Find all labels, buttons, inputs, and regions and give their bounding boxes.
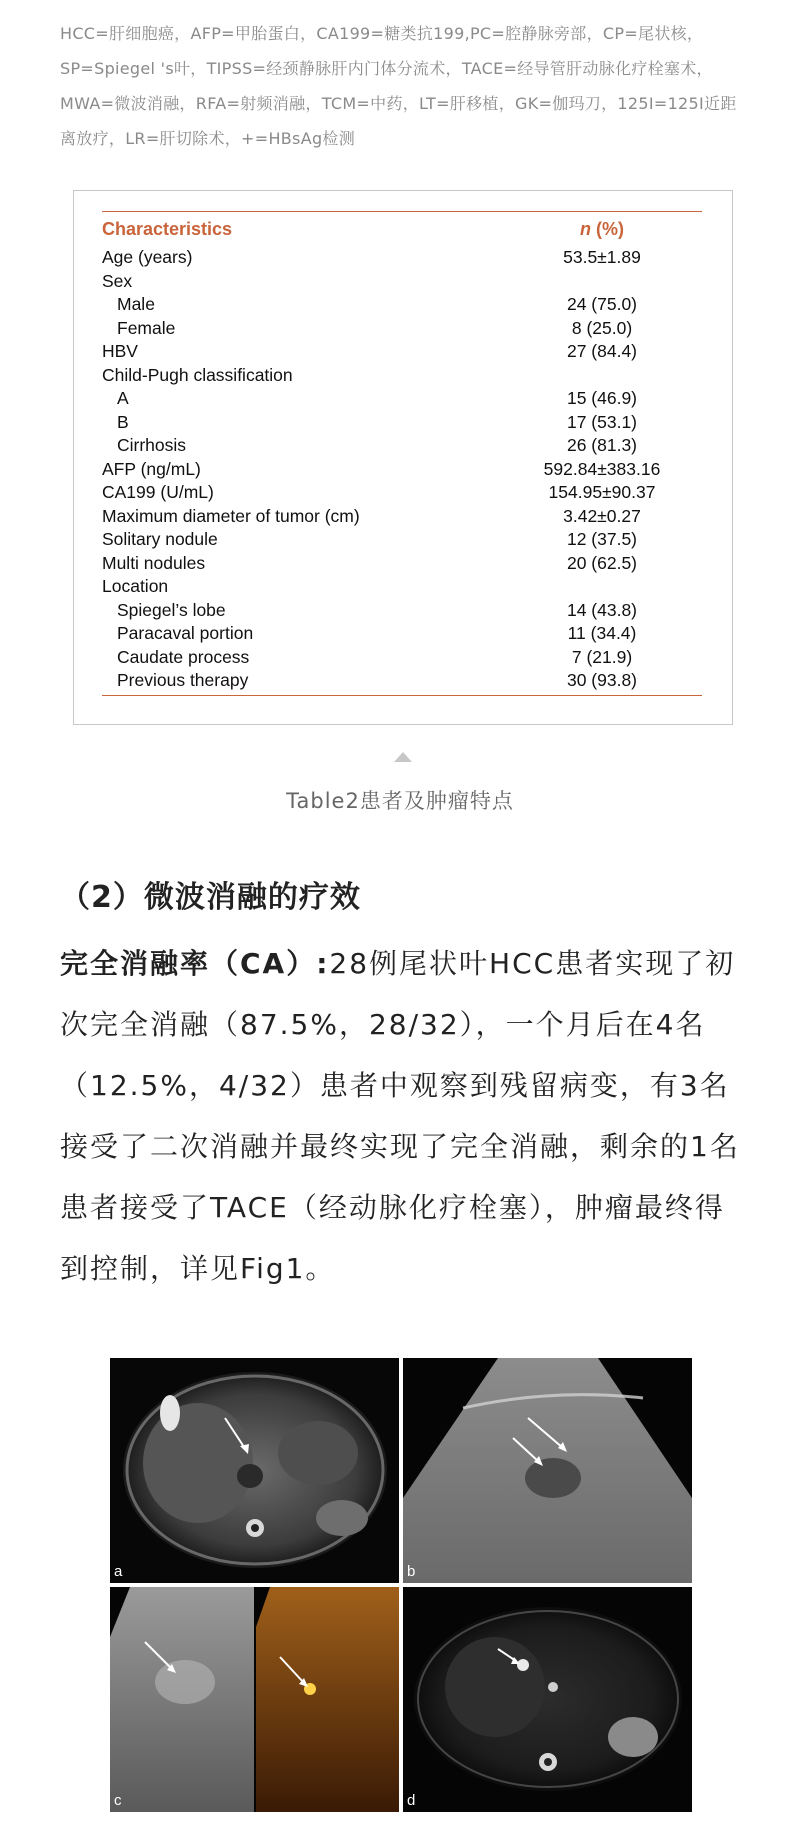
header-characteristics: Characteristics (102, 218, 233, 239)
table-body (102, 211, 702, 696)
row-label: Cirrhosis (117, 435, 187, 456)
row-value: 20 (62.5) (566, 552, 638, 573)
row-value: 30 (93.8) (566, 670, 638, 691)
row-value: 3.42±0.27 (563, 505, 641, 526)
table-row (102, 599, 702, 623)
caption-caret-icon (394, 752, 412, 762)
row-label: Solitary nodule (102, 529, 218, 550)
table-row (102, 505, 702, 529)
table-bottom-rule (102, 695, 702, 696)
figure-1 (110, 1358, 696, 1814)
table-row (102, 575, 702, 599)
row-label: Maximum diameter of tumor (cm) (102, 505, 360, 526)
row-label: Caudate process (117, 646, 250, 667)
mri-image-d (403, 1587, 692, 1812)
row-value: 11 (34.4) (567, 623, 637, 644)
figure-panel-d (403, 1587, 692, 1812)
row-label: Previous therapy (117, 670, 249, 691)
row-value: 15 (46.9) (566, 388, 638, 409)
row-value: 27 (84.4) (566, 341, 638, 362)
table-row (102, 340, 702, 364)
table-row (102, 293, 702, 317)
row-label: Location (102, 576, 169, 597)
row-label: Female (117, 317, 176, 338)
table-row (102, 434, 702, 458)
row-value: 8 (25.0) (571, 317, 633, 338)
row-label: HBV (102, 341, 138, 362)
abbreviation-notes: HCC=肝细胞癌，AFP=甲胎蛋白，CA199=糖类抗199,PC=腔静脉旁部，CP=尾状核，SP=Spiegel 's叶，TIPSS=经颈静脉肝内门体分流术，TACE=经导管肝动脉化疗栓塞术，MWA=微波消融，RFA=射频消融，TCM=中药，LT=肝移植，GK=伽玛刀，125I=125I近距离放疗，LR=肝切除术，+=HBsAg检测 (60, 24, 737, 148)
row-value: 26 (81.3) (566, 435, 638, 456)
paragraph-lead: 完全消融率（CA）: (60, 947, 330, 980)
figure-panel-b (403, 1358, 692, 1583)
row-label: Spiegel’s lobe (117, 599, 226, 620)
ultrasound-image-b (403, 1358, 692, 1583)
row-value: 17 (53.1) (566, 411, 638, 432)
row-label: CA199 (U/mL) (102, 482, 214, 503)
panel-label-d: d (407, 1792, 416, 1809)
row-label: Age (years) (102, 247, 193, 268)
figure-panel-c (110, 1587, 399, 1812)
row-value: 53.5±1.89 (563, 247, 641, 268)
panel-label-c: c (114, 1792, 122, 1809)
row-label: Male (117, 294, 155, 315)
section-title: （2）微波消融的疗效 (60, 880, 361, 915)
panel-label-a: a (114, 1563, 123, 1580)
table-row (102, 646, 702, 670)
table-row (102, 411, 702, 435)
row-label: B (117, 411, 129, 432)
row-value: 154.95±90.37 (548, 482, 656, 503)
table-row (102, 270, 702, 294)
table-row (102, 458, 702, 482)
row-label: Paracaval portion (117, 623, 254, 644)
table-row (102, 552, 702, 576)
figure-panel-a (110, 1358, 399, 1583)
row-value: 7 (21.9) (571, 646, 633, 667)
row-value: 24 (75.0) (566, 294, 638, 315)
table-row (102, 387, 702, 411)
row-label: AFP (ng/mL) (102, 458, 201, 479)
row-value: 12 (37.5) (566, 529, 638, 550)
table-row (102, 481, 702, 505)
header-percent: (%) (591, 218, 624, 239)
table-row (102, 528, 702, 552)
table-header (102, 212, 702, 246)
table-row (102, 622, 702, 646)
row-value: 14 (43.8) (566, 599, 638, 620)
row-label: Multi nodules (102, 552, 206, 573)
panel-label-b: b (407, 1563, 416, 1580)
body-paragraph (60, 933, 750, 1299)
row-value: 592.84±383.16 (543, 458, 661, 479)
row-label: Sex (102, 270, 133, 291)
row-label: A (117, 388, 129, 409)
table-row (102, 364, 702, 388)
paragraph-body: 28例尾状叶HCC患者实现了初次完全消融（87.5%，28/32），一个月后在4名（12.5%，4/32）患者中观察到残留病变，有3名接受了二次消融并最终实现了完全消融，剩余的1名患者接受了TACE（经动脉化疗栓塞），肿瘤最终得到控制，详见Fig1。 (60, 947, 740, 1285)
mri-image-a (110, 1358, 399, 1583)
header-n-percent (502, 219, 702, 240)
table-row (102, 246, 702, 270)
table-row (102, 317, 702, 341)
table-caption: Table2患者及肿瘤特点 (286, 789, 514, 813)
header-n: n (580, 218, 591, 239)
table-row (102, 669, 702, 693)
ultrasound-image-c (110, 1587, 399, 1812)
table-rows (102, 246, 702, 693)
row-label: Child-Pugh classification (102, 364, 293, 385)
characteristics-table (73, 190, 733, 725)
